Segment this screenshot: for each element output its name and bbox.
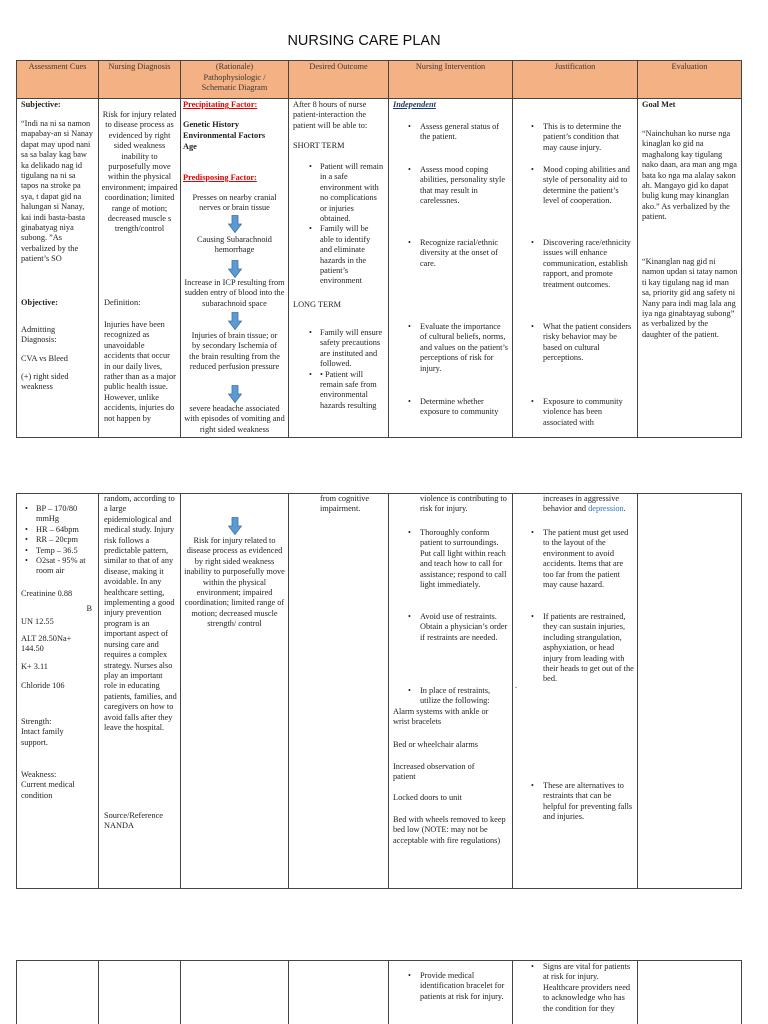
header-nursing-diagnosis [99, 61, 181, 98]
list-item: • Signs are vital for patients at risk for injury. Healthcare providers need to acknowledge who has the condition for they [543, 962, 635, 1014]
nursing-intervention-cell [389, 98, 513, 437]
patient-quote: “Nainchuhan ko nurse nga kinaglan ko gid na maghalong kay tigulang nako daan, ara man ang mga bata ko nga ma alalay sakon ah. Mangayo gid ko dapat bulig kung may kinanglan ako.” As verbalized by the patient. [642, 129, 737, 222]
admitting-diagnosis-label: Admitting Diagnosis: [21, 325, 57, 345]
nursing-diagnosis-cell [99, 98, 181, 437]
list-item: • Patient will remain in a safe environment with no complications or injuries obtained. [320, 162, 384, 224]
definition-label: Definition: [104, 298, 141, 307]
list-item: • Assess general status of the patient. [420, 122, 509, 143]
header-evaluation [638, 61, 741, 98]
list-item: • These are alternatives to restraints that can be helpful for preventing falls and injuries. [543, 781, 635, 823]
evaluation-cell [638, 98, 741, 437]
definition-text: Injuries have been recognized as unavoidable accidents that occur in our daily lives, rather than as a major public health issue. However, unlike accidents, injuries do not happen by [104, 320, 176, 423]
restraint-alternative: Alarm systems with ankle or wrist bracelets [393, 707, 489, 727]
nursing-diagnosis-cell [99, 494, 181, 888]
header-rationale [181, 61, 289, 98]
header-nursing-intervention [389, 61, 513, 98]
definition-continuation: random, according to a large epidemiological and medical study. Injury risk follows a predictable pattern, similar to that of any disease, making it avoidable. In any healthcare setting, implementing a good injury prevention program is an important aspect of nursing care and requires a complex strategy. Nurses also play an important role in educating patients, families, and caregivers on how to avoid falls after they leave the hospital. [104, 494, 177, 732]
list-item: • BP – 170/80 mmHg [36, 504, 95, 525]
page-title: NURSING CARE PLAN [287, 33, 441, 49]
daughter-quote: “Kinanglan nag gid ni namon updan si tatay namon ti kay tigulang nag id man sa, priority gid ang safety ni Nany para indi mag lala ang iya nga ginabtayag subong” as verbalized by the daughter of the patient. [642, 257, 738, 339]
desired-outcome-cell [289, 494, 389, 888]
list-item: • In place of restraints, utilize the following: [420, 686, 506, 707]
header-label: Evaluation [671, 62, 708, 71]
list-item: • The patient must get used to the layout of the environment to avoid accidents. Items that are too far from the patient may cause hazard. [543, 528, 635, 590]
list-item: • Determine whether exposure to community [420, 397, 509, 418]
list-item: • Provide medical identification bracelet for patients at risk for injury. [420, 971, 506, 1002]
strength-value: Intact family support. [21, 727, 64, 747]
outcome-continuation: from cognitive impairment. [320, 494, 370, 514]
restraint-alternative: Bed with wheels removed to keep bed low (NOTE: may not be acceptable with fire regulations) [393, 815, 506, 845]
precipitating-factor: Age [183, 142, 197, 151]
pathophysiology-step: Injuries of brain tissue; or by secondary Ischemia of the brain resulting from the reduced perfusion pressure [189, 331, 280, 372]
header-label: Desired Outcome [309, 62, 368, 71]
source-value: NANDA [104, 821, 134, 831]
header-justification [513, 61, 638, 98]
list-item: • Family will ensure safety precautions are instituted and followed. [320, 328, 384, 370]
list-item: • What the patient considers risky behavior may be based on cultural perceptions. [543, 322, 635, 364]
lab-chloride: Chloride 106 [21, 681, 65, 690]
header-label: Nursing Intervention [415, 62, 486, 71]
nursing-intervention-cell [389, 961, 513, 1024]
depression-link[interactable]: depression [588, 504, 624, 514]
pathophysiology-step: severe headache associated with episodes of vomiting and right sided weakness [184, 404, 285, 434]
header-row [17, 61, 741, 99]
lab-creatinine: Creatinine 0.88 [21, 589, 73, 598]
outcome-intro: After 8 hours of nurse patient-interaction the patient will be able to: [293, 100, 368, 130]
lab-potassium: K+ 3.11 [21, 662, 48, 671]
list-item: • HR – 64bpm [36, 525, 95, 535]
assessment-cues-cell [17, 98, 99, 437]
subjective-label: Subjective: [21, 100, 61, 109]
down-arrow-icon [228, 517, 242, 535]
header-label: Assessment Cues [28, 62, 87, 71]
weakness-label: Weakness: [21, 770, 57, 779]
predisposing-factor-label: Predisposing Factor: [183, 173, 257, 182]
justification-cell [513, 494, 638, 888]
assessment-cues-cell [17, 961, 99, 1024]
list-item: • Family will be able to identify and eliminate hazards in the patient’s environment [320, 224, 384, 286]
list-item: • This is to determine the patient’s condition that may cause injury. [543, 122, 635, 153]
precipitating-factor-label: Precipitating Factor: [183, 100, 258, 109]
desired-outcome-cell [289, 961, 389, 1024]
list-item: • RR – 20cpm [36, 535, 95, 545]
down-arrow-icon [228, 260, 242, 278]
down-arrow-icon [228, 312, 242, 330]
lab-bun: UN 12.55 [21, 617, 54, 626]
evaluation-cell [638, 961, 741, 1024]
table-row [17, 494, 741, 888]
header-label: (Rationale) [215, 62, 254, 71]
care-plan-table-part-3 [16, 960, 742, 1024]
strength-label: Strength: [21, 717, 52, 726]
table-row [17, 98, 741, 437]
rationale-cell [181, 98, 289, 437]
pathophysiology-step: Increase in ICP resulting from sudden entry of blood into the subarachnoid space [184, 278, 285, 308]
desired-outcome-cell [289, 98, 389, 437]
short-term-label: SHORT TERM [293, 141, 345, 150]
intervention-list [389, 98, 512, 437]
header-label: Schematic Diagram [201, 83, 268, 93]
list-item: • If patients are restrained, they can sustain injuries, including strangulation, asphyxiation, or head injury from leading with their heads to get out of the bed. [543, 612, 635, 685]
intervention-continuation: violence is contributing to risk for injury. [420, 494, 507, 514]
continuation-end: . [623, 504, 626, 514]
justification-list [513, 961, 637, 1024]
list-item: • Avoid use of restraints. Obtain a physician’s order if restraints are needed. [420, 612, 509, 643]
evaluation-cell [638, 494, 741, 888]
list-item: • Evaluate the importance of cultural beliefs, norms, and values on the patient’s perceptions of risk for injury. [420, 322, 509, 374]
goal-met-label: Goal Met [642, 100, 676, 109]
objective-label: Objective: [21, 298, 58, 307]
justification-cell [513, 98, 638, 437]
subjective-quote: “Indi na ni sa namon mapabay-an si Nanay dapat may upod nani sa sa balay kag baw ka delikado nag id tigulang na ni sa tapos na stroke pa sya, t dapat gid na halungan si Nanay, kai indi basta-basta ginabatyag niya subong. ”As verbalized by the patient’s SO [21, 119, 93, 264]
justification-cell [513, 961, 638, 1024]
header-assessment-cues [17, 61, 99, 98]
assessment-cues-cell [17, 494, 99, 888]
source-label: Source/Reference [104, 811, 163, 820]
stray-mark: . [515, 681, 518, 690]
list-item: • Exposure to community violence has been associated with [543, 397, 635, 428]
continuation-text: increases in aggressive behavior and [543, 494, 620, 514]
objective-finding: (+) right sided weakness [21, 372, 69, 392]
justification-list [513, 494, 637, 888]
header-label: Justification [554, 62, 596, 71]
down-arrow-icon [228, 385, 242, 403]
long-term-label: LONG TERM [293, 300, 342, 309]
precipitating-factor: Genetic History [183, 120, 239, 129]
weakness-value: Current medical condition [21, 780, 75, 800]
restraint-alternative: Bed or wheelchair alarms [393, 740, 479, 749]
lab-bun-prefix: B [86, 604, 92, 613]
independent-label: Independent [393, 100, 436, 109]
list-item: • Recognize racial/ethnic diversity at the onset of care. [420, 238, 509, 269]
table-row [17, 961, 741, 1024]
justification-list [513, 98, 637, 437]
restraint-alternative: Locked doors to unit [393, 793, 462, 802]
short-term-goals [320, 162, 384, 287]
precipitating-factor: Environmental Factors [183, 131, 266, 140]
care-plan-table-part-1 [16, 60, 742, 438]
intervention-list [389, 961, 512, 1024]
restraint-alternative: Increased observation of patient [393, 762, 475, 782]
care-plan-table-part-2 [16, 493, 742, 889]
list-item: • • Patient will remain safe from environmental hazards resulting [320, 370, 384, 412]
list-item: • O2sat - 95% at room air [36, 556, 95, 577]
rationale-cell [181, 961, 289, 1024]
header-label: Nursing Diagnosis [108, 62, 171, 71]
pathophysiology-step: Causing Subarachnoid hemorrhage [197, 235, 272, 255]
pathophysiology-step: Presses on nearby cranial nerves or brain tissue [192, 193, 277, 213]
list-item: • Temp – 36.5 [36, 546, 95, 556]
long-term-goals [320, 328, 384, 411]
lab-alt-sodium: ALT 28.50Na+ 144.50 [21, 634, 72, 654]
vital-signs-list [36, 504, 95, 577]
list-item: • Assess mood coping abilities, personality style that may result in carelessnes. [420, 165, 509, 207]
nursing-diagnosis-cell [99, 961, 181, 1024]
list-item: • Mood coping abilities and style of personality aid to determine the patient’s level of cooperation. [543, 165, 635, 207]
header-desired-outcome [289, 61, 389, 98]
down-arrow-icon [228, 215, 242, 233]
nursing-intervention-cell [389, 494, 513, 888]
list-item: • Thoroughly conform patient to surroundings. Put call light within reach and teach how to call for assistance; respond to call light immediately. [420, 528, 509, 590]
admitting-diagnosis-value: CVA vs Bleed [21, 354, 68, 363]
diagnosis-statement: Risk for injury related to disease process as evidenced by right sided weakness inability to purposefully move within the physical environment; impaired coordination; limited range of motion; decreased muscle strength/ control [184, 536, 285, 629]
diagnosis-statement: Risk for injury related to disease process as evidenced by right sided weakness inability to purposefully move within the physical environment; impaired coordination; limited range of motion; decreased muscle s trength/control [101, 110, 178, 234]
rationale-cell [181, 494, 289, 888]
list-item: • Discovering race/ethnicity issues will enhance communication, establish rapport, and promote treatment outcomes. [543, 238, 635, 290]
header-label: Pathophysiologic / [203, 72, 266, 82]
